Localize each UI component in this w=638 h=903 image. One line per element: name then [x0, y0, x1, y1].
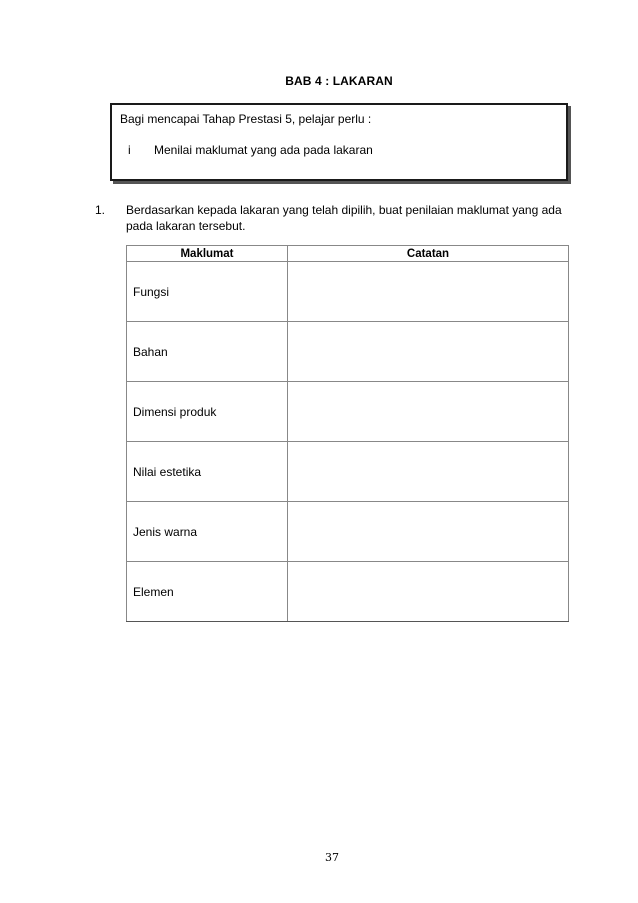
catatan-cell[interactable] [288, 502, 569, 562]
objective-intro: Bagi mencapai Tahap Prestasi 5, pelajar perlu : [120, 112, 372, 126]
catatan-cell[interactable] [288, 442, 569, 502]
objective-item-text: Menilai maklumat yang ada pada lakaran [154, 143, 373, 157]
table-row [127, 502, 569, 562]
page-number: 37 [325, 851, 339, 864]
maklumat-cell: Elemen [127, 562, 288, 622]
column-header-maklumat: Maklumat [127, 246, 288, 262]
catatan-cell[interactable] [288, 382, 569, 442]
table-row [127, 442, 569, 502]
evaluation-table [126, 245, 569, 622]
question-text: Berdasarkan kepada lakaran yang telah dipilih, buat penilaian maklumat yang ada pada lakaran tersebut. [126, 203, 562, 233]
maklumat-cell: Dimensi produk [127, 382, 288, 442]
maklumat-cell: Bahan [127, 322, 288, 382]
table-row [127, 562, 569, 622]
question-number: 1. [95, 203, 106, 217]
maklumat-cell: Fungsi [127, 262, 288, 322]
chapter-title: BAB 4 : LAKARAN [285, 74, 393, 88]
table-header-row [127, 246, 569, 262]
catatan-cell[interactable] [288, 562, 569, 622]
table-row [127, 262, 569, 322]
maklumat-cell: Jenis warna [127, 502, 288, 562]
objective-item [128, 143, 373, 157]
table-row [127, 382, 569, 442]
column-header-catatan: Catatan [288, 246, 569, 262]
table-row [127, 322, 569, 382]
maklumat-cell: Nilai estetika [127, 442, 288, 502]
objective-item-number: i [128, 143, 131, 157]
catatan-cell[interactable] [288, 262, 569, 322]
catatan-cell[interactable] [288, 322, 569, 382]
objective-box [110, 103, 568, 181]
